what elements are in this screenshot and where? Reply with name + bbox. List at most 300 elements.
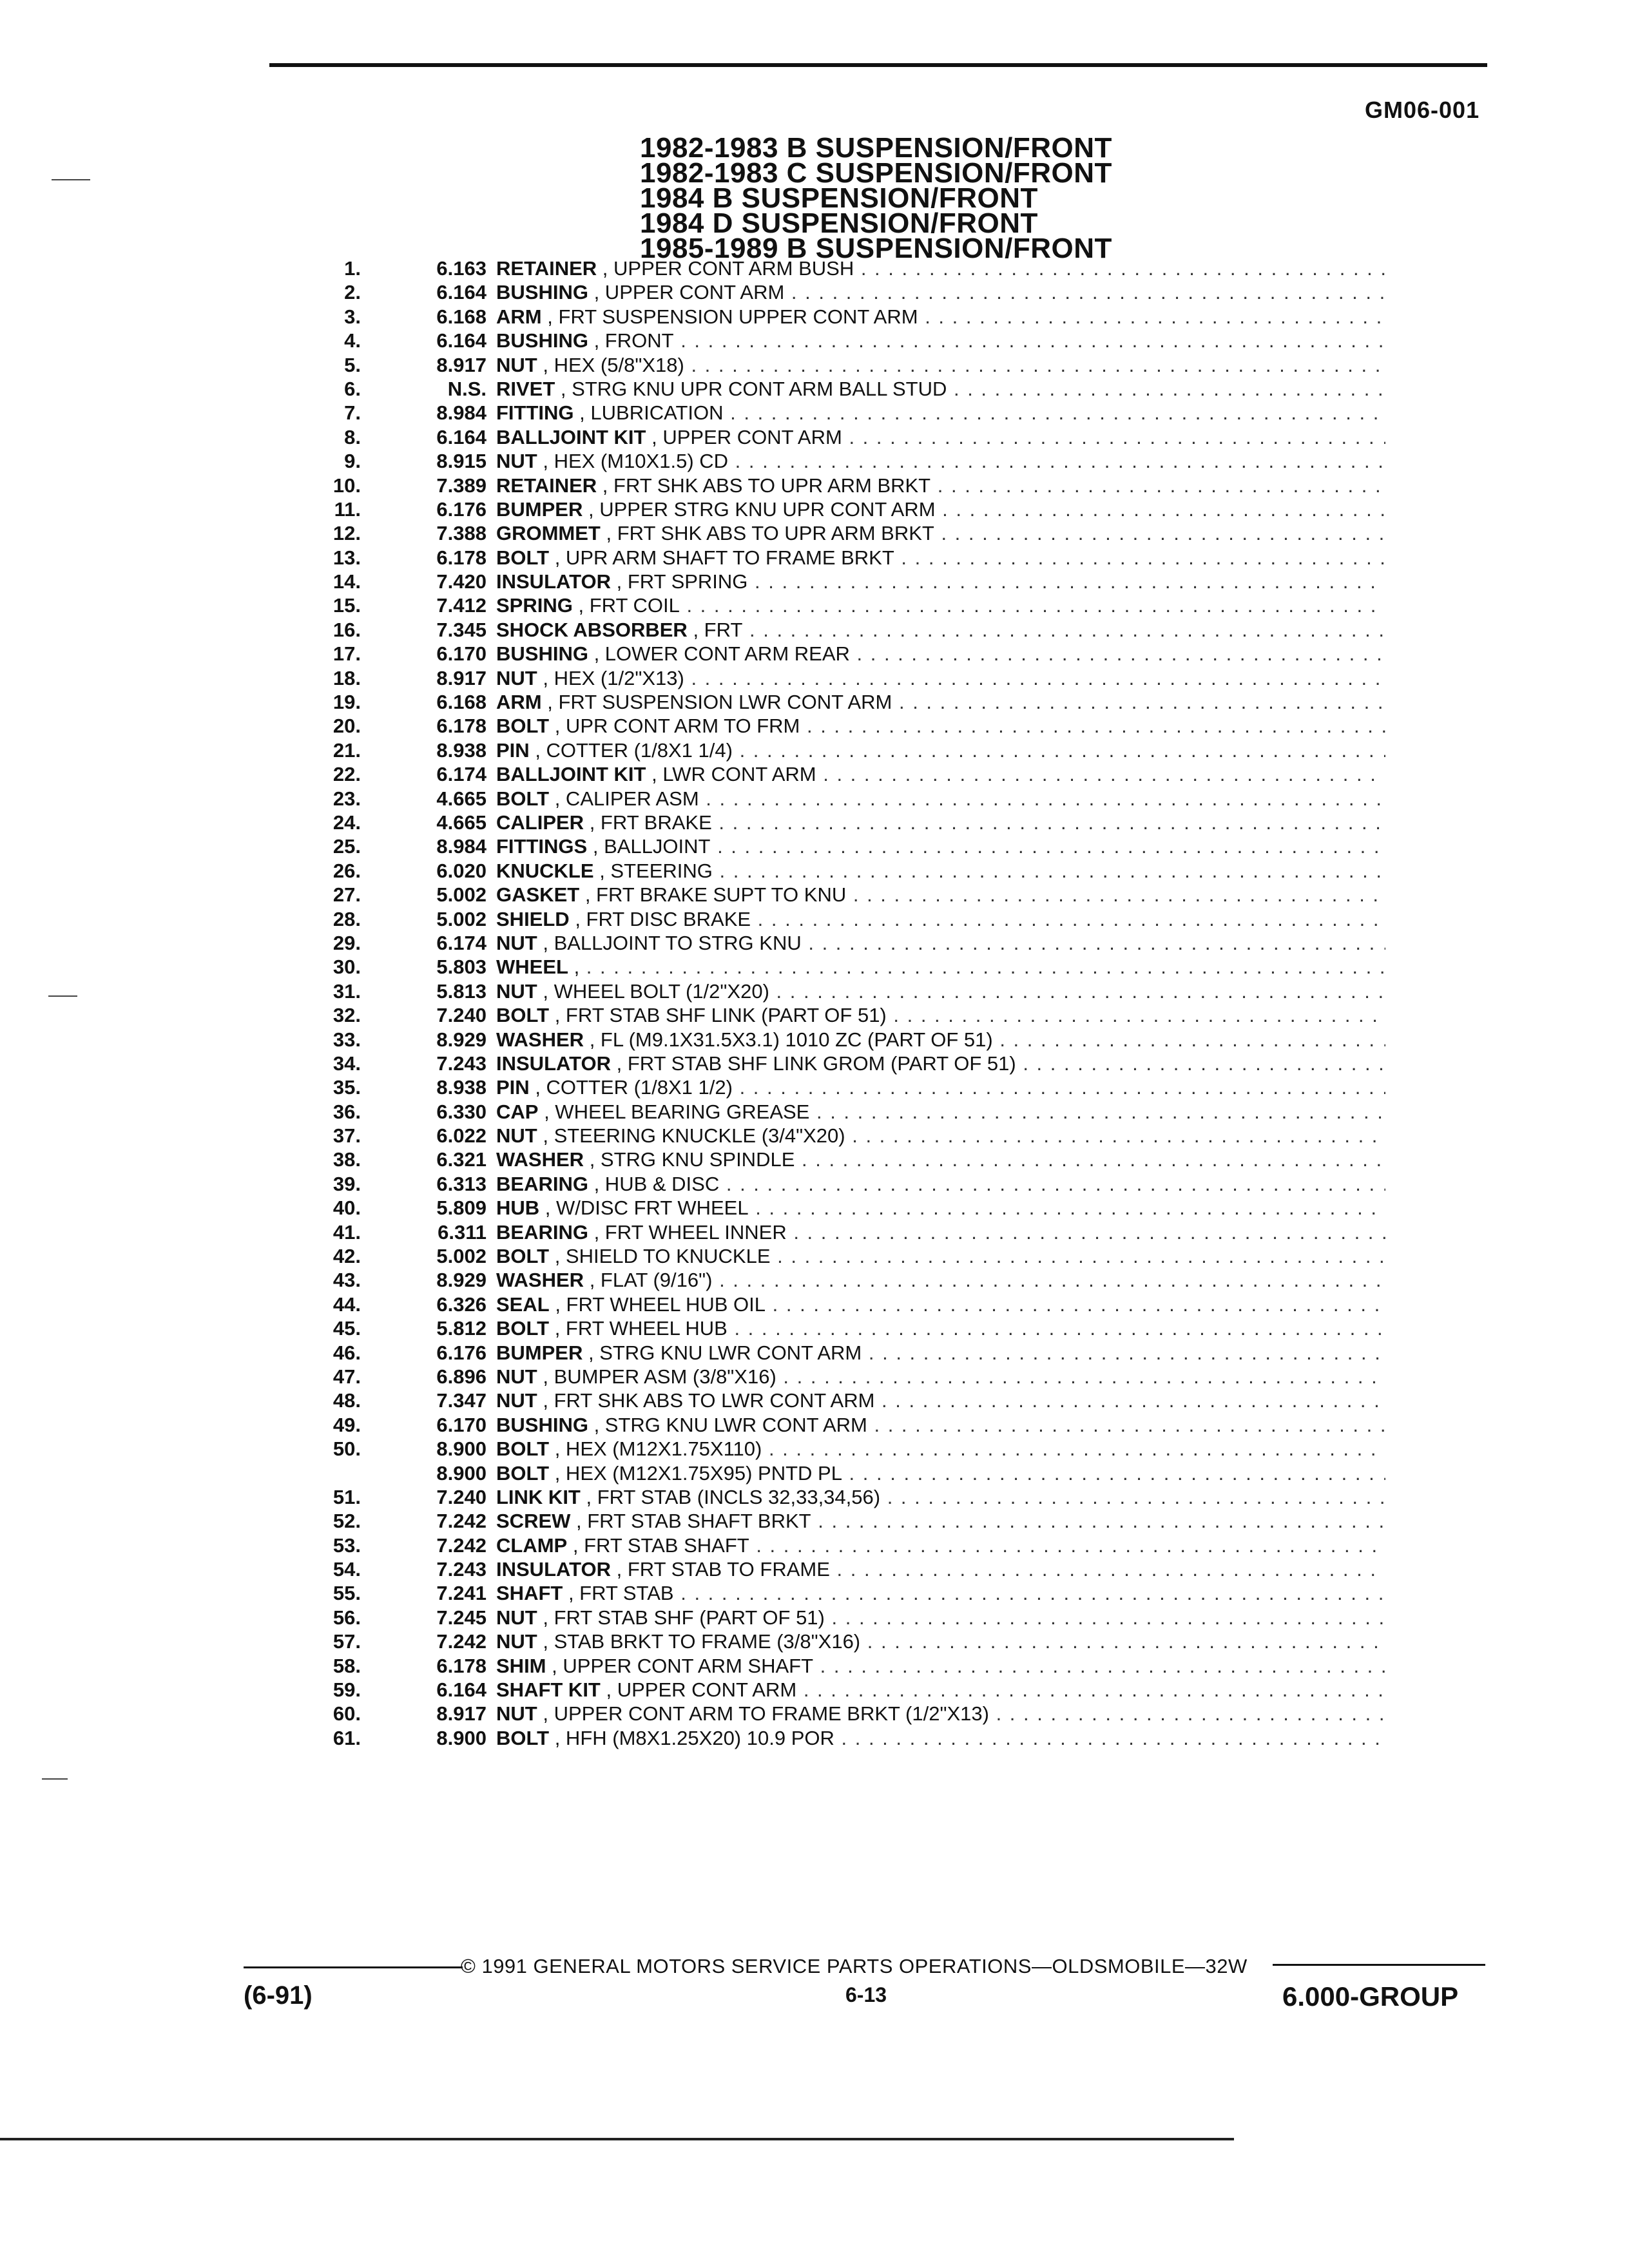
part-description	[496, 474, 1385, 497]
part-index: 39.	[333, 1172, 361, 1195]
part-description	[496, 787, 1385, 811]
part-detail: , COTTER (1/8X1 1/4)	[535, 738, 733, 762]
part-description	[496, 425, 1385, 449]
part-detail: , STRG KNU LWR CONT ARM	[588, 1341, 862, 1364]
part-name: SHAFT KIT	[496, 1678, 601, 1702]
part-group-code: 6.330	[436, 1100, 487, 1123]
part-group-code: 5.812	[436, 1317, 487, 1340]
part-name: BEARING	[496, 1172, 588, 1195]
part-detail: , HFH (M8X1.25X20) 10.9 POR	[554, 1726, 834, 1749]
part-index: 1.	[344, 257, 361, 280]
part-group-code: 5.002	[436, 907, 487, 930]
part-name: SHOCK ABSORBER	[496, 618, 688, 641]
part-name: BUSHING	[496, 329, 588, 352]
part-index: 55.	[333, 1582, 361, 1605]
part-detail: , UPPER CONT ARM SHAFT	[552, 1654, 814, 1677]
part-group-code: 7.241	[436, 1582, 487, 1605]
part-group-code: 8.984	[436, 835, 487, 858]
title-block	[640, 132, 1220, 264]
part-index: 42.	[333, 1245, 361, 1268]
parts-list	[303, 256, 1385, 1750]
part-group-code: 5.002	[436, 883, 487, 907]
part-group-code: 5.813	[436, 979, 487, 1003]
part-row	[303, 377, 1385, 401]
part-group-code: 8.938	[436, 1076, 487, 1099]
part-row	[303, 1557, 1385, 1581]
part-description	[496, 1075, 1385, 1099]
part-group-code: 6.164	[436, 425, 487, 448]
part-row	[303, 1629, 1385, 1653]
part-group-code: 6.178	[436, 1654, 487, 1677]
part-index: 17.	[333, 642, 361, 666]
part-detail: , STAB BRKT TO FRAME (3/8"X16)	[543, 1630, 861, 1653]
part-description	[496, 1365, 1385, 1389]
part-description	[496, 714, 1385, 738]
part-index: 3.	[344, 305, 361, 328]
title-line: 1984 D SUSPENSION/FRONT	[640, 207, 1038, 239]
part-row	[303, 353, 1385, 377]
part-group-code: 7.420	[436, 570, 487, 593]
part-name: SCREW	[496, 1510, 571, 1533]
part-description	[496, 690, 1385, 714]
part-detail: , UPR CONT ARM TO FRM	[554, 715, 800, 738]
part-description	[496, 1028, 1385, 1052]
part-detail: , BALLJOINT TO STRG KNU	[543, 931, 802, 954]
part-detail: , FRT DISC BRAKE	[575, 907, 751, 930]
part-name: SHAFT	[496, 1582, 563, 1605]
part-row	[303, 834, 1385, 858]
part-name: WASHER	[496, 1028, 584, 1051]
part-index: 52.	[333, 1510, 361, 1533]
part-description	[496, 377, 1385, 401]
part-index: 15.	[333, 594, 361, 617]
part-description	[496, 979, 1385, 1003]
part-group-code: 6.164	[436, 1678, 487, 1702]
part-description	[496, 256, 1385, 280]
part-group-code: 8.915	[436, 450, 487, 473]
part-detail: ,	[574, 956, 580, 979]
part-name: RETAINER	[496, 474, 597, 497]
part-name: NUT	[496, 979, 537, 1003]
part-name: BUSHING	[496, 281, 588, 304]
part-index: 21.	[333, 738, 361, 762]
part-description	[496, 1485, 1385, 1509]
part-group-code: 8.917	[436, 666, 487, 689]
part-index: 51.	[333, 1485, 361, 1508]
part-detail: , FRT SUSPENSION UPPER CONT ARM	[547, 305, 918, 328]
part-index: 37.	[333, 1124, 361, 1148]
part-index: 49.	[333, 1413, 361, 1436]
part-row	[303, 811, 1385, 834]
part-group-code: 6.020	[436, 859, 487, 882]
part-description	[496, 642, 1385, 666]
part-index: 14.	[333, 570, 361, 593]
part-description	[496, 1052, 1385, 1075]
part-detail: , UPPER CONT ARM TO FRAME BRKT (1/2"X13)	[543, 1702, 989, 1725]
part-group-code: N.S.	[447, 377, 487, 400]
part-group-code: 8.900	[436, 1461, 487, 1485]
part-description	[496, 1124, 1385, 1148]
part-detail: , FRT SPRING	[616, 570, 748, 593]
part-detail: , FRT WHEEL HUB	[554, 1317, 728, 1340]
part-description	[496, 521, 1385, 545]
part-description	[496, 1678, 1385, 1702]
part-name: BALLJOINT KIT	[496, 763, 646, 786]
part-detail: , UPPER STRG KNU UPR CONT ARM	[588, 497, 936, 521]
footer-group: 6.000-GROUP	[1282, 1981, 1459, 2012]
part-name: NUT	[496, 1606, 537, 1629]
part-index: 16.	[333, 618, 361, 641]
part-name: BOLT	[496, 1437, 550, 1461]
title-line: 1984 B SUSPENSION/FRONT	[640, 182, 1038, 214]
part-name: CLAMP	[496, 1533, 568, 1557]
part-name: BUSHING	[496, 642, 588, 666]
part-detail: , UPPER CONT ARM	[606, 1678, 797, 1702]
part-group-code: 6.326	[436, 1293, 487, 1316]
part-index: 13.	[333, 546, 361, 569]
part-description	[496, 1268, 1385, 1292]
footer-copyright: © 1991 GENERAL MOTORS SERVICE PARTS OPERATIONS—OLDSMOBILE—32W	[461, 1955, 1248, 1977]
part-row	[303, 642, 1385, 666]
part-detail: , FL (M9.1X31.5X3.1) 1010 ZC (PART OF 51)	[589, 1028, 993, 1051]
part-row	[303, 1389, 1385, 1412]
part-group-code: 7.347	[436, 1389, 487, 1412]
part-name: BUMPER	[496, 1341, 583, 1364]
part-index: 10.	[333, 474, 361, 497]
part-description	[496, 1244, 1385, 1268]
part-group-code: 6.164	[436, 329, 487, 352]
part-name: KNUCKLE	[496, 859, 594, 882]
part-row	[303, 1606, 1385, 1629]
part-name: NUT	[496, 1389, 537, 1412]
part-name: INSULATOR	[496, 570, 611, 593]
part-group-code: 6.174	[436, 931, 487, 954]
part-row	[303, 280, 1385, 304]
part-name: BOLT	[496, 1317, 550, 1340]
part-detail: , FRT STAB SHAFT BRKT	[576, 1510, 811, 1533]
part-row	[303, 1220, 1385, 1244]
part-group-code: 7.242	[436, 1630, 487, 1653]
part-name: BUMPER	[496, 497, 583, 521]
part-index: 45.	[333, 1317, 361, 1340]
part-index: 47.	[333, 1365, 361, 1388]
part-description	[496, 618, 1385, 642]
part-description	[496, 593, 1385, 617]
part-index: 48.	[333, 1389, 361, 1412]
part-description	[496, 1100, 1385, 1124]
part-index: 35.	[333, 1076, 361, 1099]
part-group-code: 6.168	[436, 691, 487, 714]
part-index: 7.	[344, 401, 361, 425]
part-name: ARM	[496, 691, 542, 714]
part-index: 27.	[333, 883, 361, 907]
part-index: 53.	[333, 1533, 361, 1557]
part-description	[496, 329, 1385, 352]
part-group-code: 8.917	[436, 353, 487, 376]
part-detail: , STRG KNU UPR CONT ARM BALL STUD	[560, 377, 947, 400]
part-name: NUT	[496, 1702, 537, 1725]
part-name: NUT	[496, 1630, 537, 1653]
part-index: 32.	[333, 1004, 361, 1027]
part-name: RIVET	[496, 377, 555, 400]
scan-mark	[48, 995, 77, 997]
part-name: SPRING	[496, 594, 573, 617]
part-row	[303, 521, 1385, 545]
part-row	[303, 329, 1385, 352]
page-number: 6-13	[845, 1983, 887, 2006]
part-detail: , FLAT (9/16")	[589, 1269, 713, 1292]
part-group-code: 7.242	[436, 1510, 487, 1533]
part-index: 46.	[333, 1341, 361, 1364]
part-row	[303, 955, 1385, 979]
part-group-code: 7.389	[436, 474, 487, 497]
part-detail: , FRT STAB SHAFT	[572, 1533, 749, 1557]
footer-left-rule	[244, 1966, 463, 1968]
part-index: 38.	[333, 1148, 361, 1171]
part-description	[496, 1389, 1385, 1412]
part-detail: , STRG KNU LWR CONT ARM	[593, 1413, 867, 1436]
part-row	[303, 1678, 1385, 1702]
part-group-code: 6.321	[436, 1148, 487, 1171]
part-description	[496, 955, 1385, 979]
part-row	[303, 1702, 1385, 1725]
part-name: WASHER	[496, 1269, 584, 1292]
part-group-code: 6.178	[436, 546, 487, 569]
part-row	[303, 979, 1385, 1003]
part-description	[496, 1629, 1385, 1653]
part-name: NUT	[496, 1365, 537, 1388]
part-description	[496, 1148, 1385, 1171]
part-index: 24.	[333, 811, 361, 834]
part-name: NUT	[496, 666, 537, 689]
part-index: 50.	[333, 1437, 361, 1461]
part-index: 31.	[333, 979, 361, 1003]
part-description	[496, 1557, 1385, 1581]
part-name: HUB	[496, 1196, 540, 1220]
part-name: SHIELD	[496, 907, 570, 930]
part-index: 20.	[333, 715, 361, 738]
part-description	[496, 666, 1385, 690]
part-name: INSULATOR	[496, 1052, 611, 1075]
part-detail: , FRT STAB (INCLS 32,33,34,56)	[586, 1485, 881, 1508]
part-name: NUT	[496, 353, 537, 376]
part-description	[496, 1293, 1385, 1316]
part-index: 43.	[333, 1269, 361, 1292]
part-row	[303, 1003, 1385, 1027]
part-index: 19.	[333, 691, 361, 714]
part-detail: , BALLJOINT	[592, 835, 711, 858]
part-index: 30.	[333, 956, 361, 979]
part-description	[496, 1172, 1385, 1196]
part-group-code: 7.243	[436, 1558, 487, 1581]
part-name: NUT	[496, 450, 537, 473]
part-group-code: 8.900	[436, 1726, 487, 1749]
part-detail: , COTTER (1/8X1 1/2)	[535, 1076, 733, 1099]
part-index: 61.	[333, 1726, 361, 1749]
part-name: NUT	[496, 931, 537, 954]
part-row	[303, 1196, 1385, 1220]
part-name: BOLT	[496, 546, 550, 569]
part-index: 33.	[333, 1028, 361, 1051]
part-name: CALIPER	[496, 811, 584, 834]
part-row	[303, 762, 1385, 786]
part-group-code: 6.176	[436, 497, 487, 521]
part-detail: , FRONT	[593, 329, 674, 352]
part-group-code: 6.313	[436, 1172, 487, 1195]
part-description	[496, 546, 1385, 570]
part-group-code: 4.665	[436, 811, 487, 834]
footer-date: (6-91)	[244, 1981, 313, 2010]
part-detail: , FRT STAB SHF (PART OF 51)	[543, 1606, 825, 1629]
part-description	[496, 1461, 1385, 1485]
part-row	[303, 907, 1385, 931]
part-row	[303, 474, 1385, 497]
part-index: 59.	[333, 1678, 361, 1702]
part-row	[303, 1052, 1385, 1075]
part-group-code: 8.929	[436, 1269, 487, 1292]
part-detail: , FRT SHK ABS TO UPR ARM BRKT	[606, 522, 934, 545]
part-group-code: 6.311	[438, 1220, 487, 1244]
part-group-code: 7.242	[436, 1533, 487, 1557]
part-description	[496, 1003, 1385, 1027]
part-description	[496, 859, 1385, 883]
part-row	[303, 1726, 1385, 1750]
part-description	[496, 1702, 1385, 1725]
part-row	[303, 1365, 1385, 1389]
part-detail: , FRT BRAKE SUPT TO KNU	[584, 883, 847, 907]
part-detail: , HEX (M10X1.5) CD	[543, 450, 729, 473]
part-detail: , FRT BRAKE	[589, 811, 712, 834]
part-row	[303, 449, 1385, 473]
part-detail: , UPPER CONT ARM BUSH	[602, 257, 854, 280]
part-detail: , FRT SHK ABS TO LWR CONT ARM	[543, 1389, 875, 1412]
part-group-code: 6.164	[436, 281, 487, 304]
part-name: WHEEL	[496, 956, 568, 979]
part-group-code: 7.240	[436, 1485, 487, 1508]
part-index: 26.	[333, 859, 361, 882]
part-detail: , WHEEL BOLT (1/2"X20)	[543, 979, 769, 1003]
part-index: 57.	[333, 1630, 361, 1653]
footer-right-rule	[1273, 1964, 1485, 1966]
part-detail: , FRT WHEEL HUB OIL	[555, 1293, 766, 1316]
part-row	[303, 1244, 1385, 1268]
title-line: 1982-1983 C SUSPENSION/FRONT	[640, 157, 1112, 189]
part-row	[303, 1172, 1385, 1196]
part-detail: , W/DISC FRT WHEEL	[545, 1196, 749, 1220]
part-row	[303, 593, 1385, 617]
part-description	[496, 1581, 1385, 1605]
part-row	[303, 1485, 1385, 1509]
part-row	[303, 497, 1385, 521]
part-index: 29.	[333, 931, 361, 954]
part-row	[303, 883, 1385, 907]
part-detail: , LOWER CONT ARM REAR	[593, 642, 850, 666]
part-description	[496, 570, 1385, 593]
part-description	[496, 1509, 1385, 1533]
part-group-code: 6.896	[436, 1365, 487, 1388]
part-detail: , FRT SHK ABS TO UPR ARM BRKT	[602, 474, 931, 497]
part-group-code: 8.929	[436, 1028, 487, 1051]
part-group-code: 5.002	[436, 1245, 487, 1268]
part-detail: , HEX (5/8"X18)	[543, 353, 684, 376]
part-row	[303, 1028, 1385, 1052]
part-index: 60.	[333, 1702, 361, 1725]
part-detail: , HUB & DISC	[593, 1172, 720, 1195]
part-description	[496, 305, 1385, 329]
part-name: CAP	[496, 1100, 539, 1123]
part-group-code: 7.412	[436, 594, 487, 617]
part-row	[303, 1100, 1385, 1124]
part-detail: , WHEEL BEARING GREASE	[544, 1100, 810, 1123]
bottom-rule	[0, 2138, 1234, 2140]
part-group-code: 6.163	[436, 257, 487, 280]
part-index: 6.	[344, 377, 361, 400]
part-name: NUT	[496, 1124, 537, 1148]
part-description	[496, 353, 1385, 377]
part-description	[496, 1341, 1385, 1365]
part-name: GROMMET	[496, 522, 601, 545]
part-row	[303, 1461, 1385, 1485]
part-name: BOLT	[496, 1726, 550, 1749]
part-index: 4.	[344, 329, 361, 352]
part-detail: , BUMPER ASM (3/8"X16)	[543, 1365, 776, 1388]
part-group-code: 7.388	[436, 522, 487, 545]
part-group-code: 6.176	[436, 1341, 487, 1364]
part-group-code: 6.178	[436, 715, 487, 738]
part-description	[496, 883, 1385, 907]
part-group-code: 8.984	[436, 401, 487, 425]
part-index: 44.	[333, 1293, 361, 1316]
part-detail: , FRT COIL	[578, 594, 680, 617]
part-name: FITTING	[496, 401, 574, 425]
part-detail: , UPPER CONT ARM	[651, 425, 842, 448]
title-line: 1985-1989 B SUSPENSION/FRONT	[640, 233, 1112, 264]
part-description	[496, 762, 1385, 786]
part-index: 23.	[333, 787, 361, 810]
part-detail: , FRT	[693, 618, 743, 641]
part-name: BOLT	[496, 1245, 550, 1268]
part-detail: , HEX (1/2"X13)	[543, 666, 684, 689]
part-group-code: 7.240	[436, 1004, 487, 1027]
scan-mark	[52, 179, 90, 180]
part-description	[496, 1606, 1385, 1629]
part-detail: , FRT STAB SHF LINK (PART OF 51)	[554, 1004, 887, 1027]
part-group-code: 5.803	[436, 956, 487, 979]
part-name: WASHER	[496, 1148, 584, 1171]
part-group-code: 5.809	[436, 1196, 487, 1220]
part-group-code: 6.168	[436, 305, 487, 328]
part-index: 8.	[344, 425, 361, 448]
part-description	[496, 1654, 1385, 1678]
part-detail: , STEERING KNUCKLE (3/4"X20)	[543, 1124, 845, 1148]
part-index: 54.	[333, 1558, 361, 1581]
part-name: FITTINGS	[496, 835, 588, 858]
part-group-code: 4.665	[436, 787, 487, 810]
part-description	[496, 1196, 1385, 1220]
part-row	[303, 1075, 1385, 1099]
part-row	[303, 256, 1385, 280]
part-row	[303, 714, 1385, 738]
part-index: 2.	[344, 281, 361, 304]
part-row	[303, 859, 1385, 883]
part-row	[303, 1437, 1385, 1461]
part-name: BUSHING	[496, 1413, 588, 1436]
part-index: 34.	[333, 1052, 361, 1075]
part-index: 11.	[334, 497, 361, 521]
part-row	[303, 1293, 1385, 1316]
part-detail: , LUBRICATION	[579, 401, 724, 425]
part-index: 28.	[333, 907, 361, 930]
